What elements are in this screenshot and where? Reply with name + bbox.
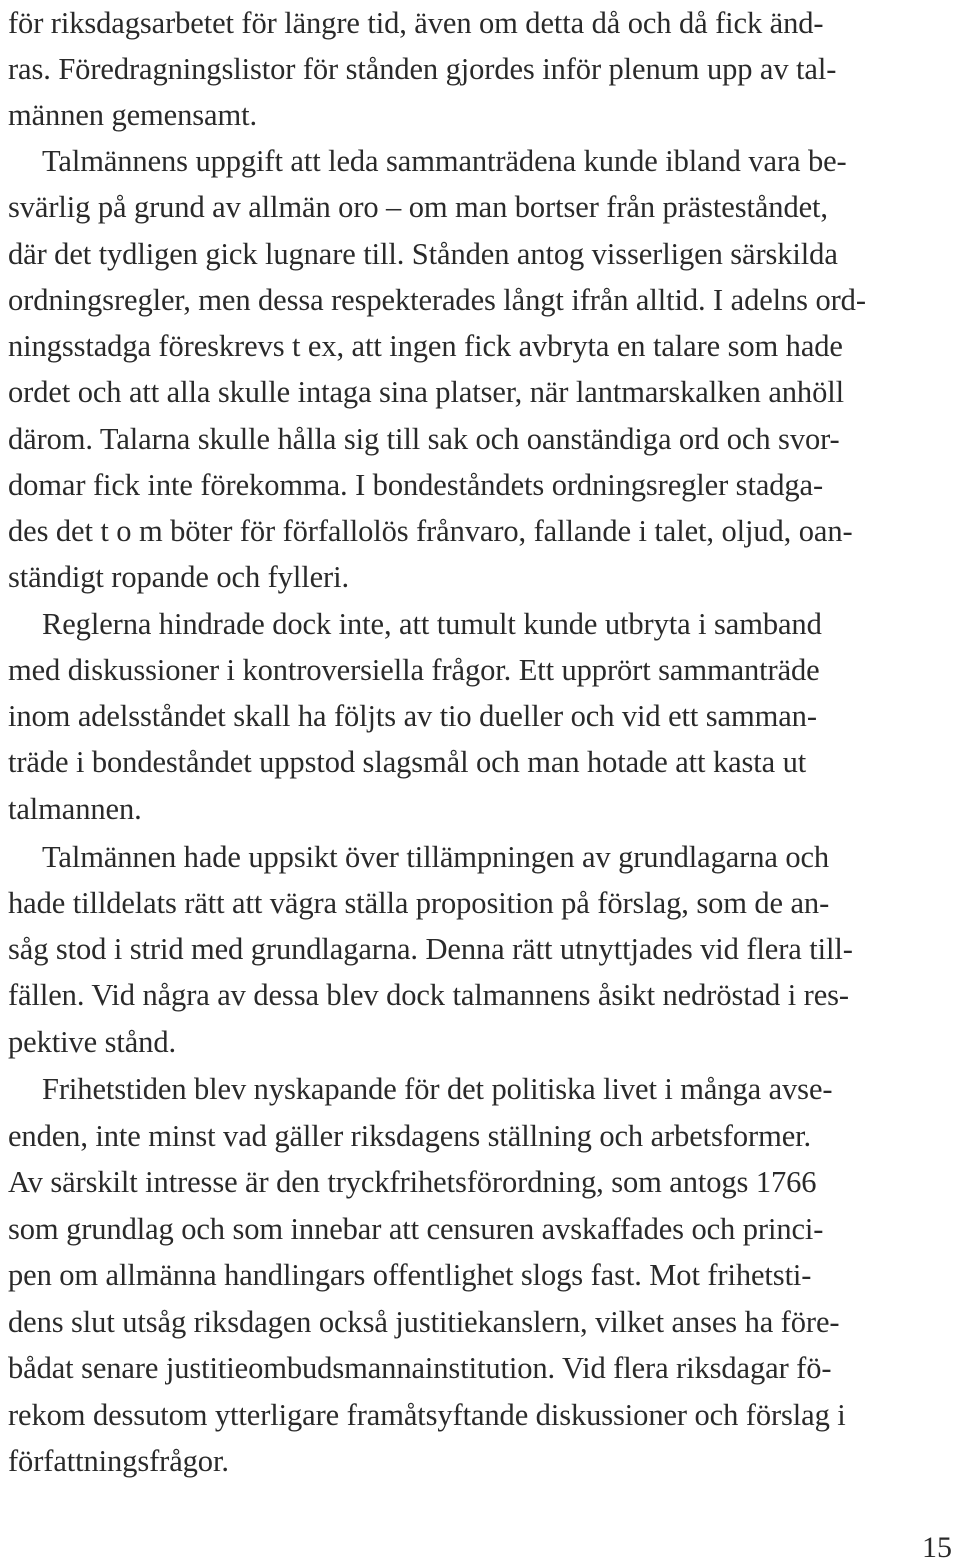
text-line: där det tydligen gick lugnare till. Stånden antog visserligen särskilda [8, 237, 838, 271]
text-line: talmannen. [8, 792, 142, 826]
page-number: 15 [922, 1531, 952, 1564]
text-line: domar fick inte förekomma. I bondeståndets ordningsregler stadga- [8, 468, 824, 502]
text-line: författningsfrågor. [8, 1444, 229, 1478]
paragraph-start-line: Talmännen hade uppsikt över tillämpningen av grundlagarna och [42, 840, 830, 874]
paragraph-start-line: Frihetstiden blev nyskapande för det politiska livet i många avse- [42, 1072, 833, 1106]
text-line: männen gemensamt. [8, 98, 258, 132]
text-line: ras. Föredragningslistor för stånden gjordes inför plenum upp av tal- [8, 52, 837, 86]
text-line: fällen. Vid några av dessa blev dock talmannens åsikt nedröstad i res- [8, 978, 849, 1012]
text-line: därom. Talarna skulle hålla sig till sak och oanständiga ord och svor- [8, 422, 840, 456]
text-line: pen om allmänna handlingars offentlighet slogs fast. Mot frihetsti- [8, 1258, 812, 1292]
text-line: Av särskilt intresse är den tryckfrihetsförordning, som antogs 1766 [8, 1165, 817, 1199]
text-line: hade tilldelats rätt att vägra ställa proposition på förslag, som de an- [8, 886, 830, 920]
text-line: bådat senare justitieombudsmannainstitution. Vid flera riksdagar fö- [8, 1351, 832, 1385]
text-line: des det t o m böter för förfallolös frånvaro, fallande i talet, oljud, oan- [8, 514, 853, 548]
text-line: svärlig på grund av allmän oro – om man bortser från prästeståndet, [8, 190, 828, 224]
text-line: ningsstadga föreskrevs t ex, att ingen fick avbryta en talare som hade [8, 329, 843, 363]
text-line: träde i bondeståndet uppstod slagsmål och man hotade att kasta ut [8, 745, 807, 779]
text-line: rekom dessutom ytterligare framåtsyftande diskussioner och förslag i [8, 1398, 846, 1432]
paragraph-start-line: Talmännens uppgift att leda sammanträdena kunde ibland vara be- [42, 144, 847, 178]
text-line: ordningsregler, men dessa respekterades långt ifrån alltid. I adelns ord- [8, 283, 866, 317]
text-line: ständigt ropande och fylleri. [8, 560, 349, 594]
text-line: ordet och att alla skulle intaga sina platser, när lantmarskalken anhöll [8, 375, 844, 409]
text-line: som grundlag och som innebar att censuren avskaffades och princi- [8, 1212, 824, 1246]
text-line: med diskussioner i kontroversiella frågor. Ett upprört sammanträde [8, 653, 820, 687]
text-line: såg stod i strid med grundlagarna. Denna rätt utnyttjades vid flera till- [8, 932, 853, 966]
text-line: dens slut utsåg riksdagen också justitiekanslern, vilket anses ha före- [8, 1305, 840, 1339]
text-line: för riksdagsarbetet för längre tid, även om detta då och då fick änd- [8, 6, 824, 40]
text-line: enden, inte minst vad gäller riksdagens ställning och arbetsformer. [8, 1119, 812, 1153]
text-line: inom adelsståndet skall ha följts av tio dueller och vid ett samman- [8, 699, 817, 733]
text-line: pektive stånd. [8, 1025, 177, 1059]
paragraph-start-line: Reglerna hindrade dock inte, att tumult kunde utbryta i samband [42, 607, 822, 641]
